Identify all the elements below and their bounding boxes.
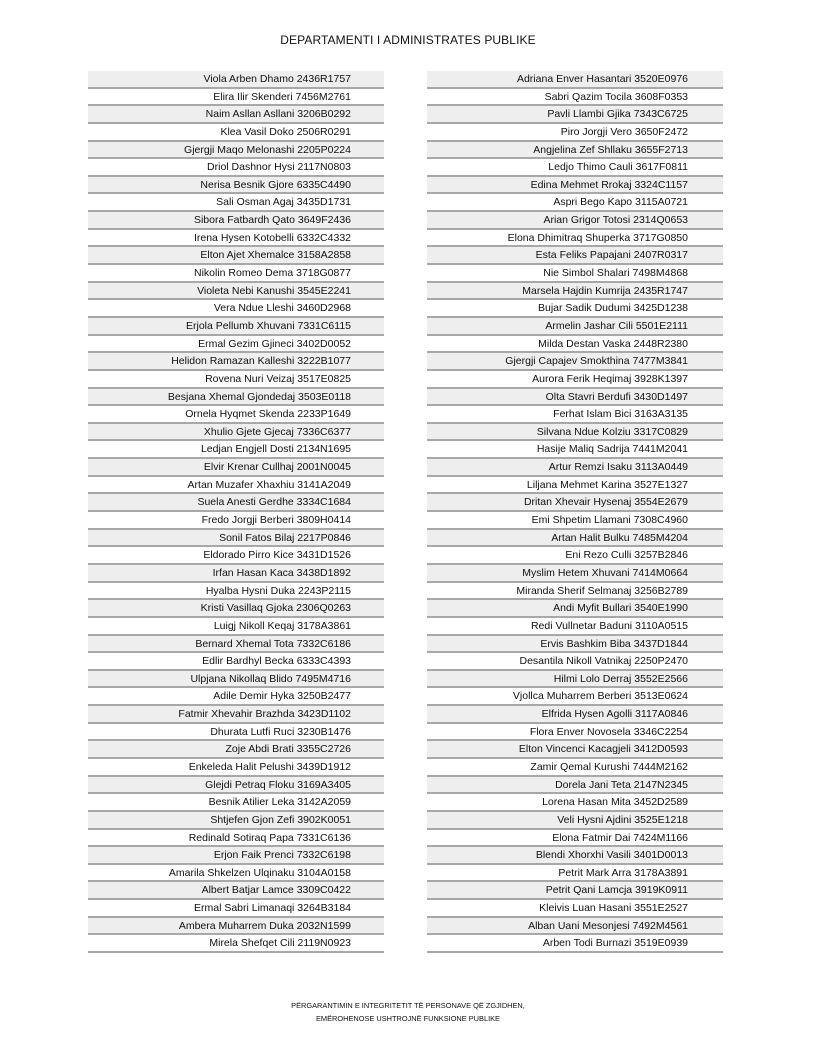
list-item: Arben Todi Burnazi 3519E0939 (427, 935, 723, 953)
list-item: Elton Vincenci Kacagjeli 3412D0593 (427, 741, 723, 759)
list-item: Albert Batjar Lamce 3309C0422 (88, 882, 384, 900)
list-item: Liljana Mehmet Karina 3527E1327 (427, 477, 723, 495)
page-title: DEPARTAMENTI I ADMINISTRATES PUBLIKE (280, 33, 536, 47)
list-item: Fatmir Xhevahir Brazhda 3423D1102 (88, 706, 384, 724)
list-item: Edlir Bardhyl Becka 6333C4393 (88, 653, 384, 671)
list-item: Luigj Nikoll Keqaj 3178A3861 (88, 618, 384, 636)
list-item: Nie Simbol Shalari 7498M4868 (427, 265, 723, 283)
list-item: Vjollca Muharrem Berberi 3513E0624 (427, 688, 723, 706)
list-item: Artur Remzi Isaku 3113A0449 (427, 459, 723, 477)
list-item: Dhurata Lutfi Ruci 3230B1476 (88, 724, 384, 742)
list-item: Viola Arben Dhamo 2436R1757 (88, 71, 384, 89)
list-item: Enkeleda Halit Pelushi 3439D1912 (88, 759, 384, 777)
footer-line-1: PËRGARANTIMIN E INTEGRITETIT TË PERSONAVE QË ZGJIDHEN, (291, 1001, 525, 1010)
list-item: Eldorado Pirro Kice 3431D1526 (88, 547, 384, 565)
list-item: Gjergji Maqo Melonashi 2205P0224 (88, 142, 384, 160)
list-item: Vera Ndue Lleshi 3460D2968 (88, 300, 384, 318)
list-item: Ermal Gezim Gjineci 3402D0052 (88, 336, 384, 354)
list-item: Esta Feliks Papajani 2407R0317 (427, 247, 723, 265)
footer-line-2: EMËROHENOSE USHTROJNË FUNKSIONE PUBLIKE (316, 1014, 500, 1023)
list-item: Shtjefen Gjon Zefi 3902K0051 (88, 812, 384, 830)
list-item: Edina Mehmet Rrokaj 3324C1157 (427, 177, 723, 195)
list-item: Blendi Xhorxhi Vasili 3401D0013 (427, 847, 723, 865)
list-item: Desantila Nikoll Vatnikaj 2250P2470 (427, 653, 723, 671)
list-item: Artan Halit Bulku 7485M4204 (427, 530, 723, 548)
list-item: Lorena Hasan Mita 3452D2589 (427, 794, 723, 812)
list-item: Piro Jorgji Vero 3650F2472 (427, 124, 723, 142)
list-item: Hilmi Lolo Derraj 3552E2566 (427, 671, 723, 689)
list-item: Sabri Qazim Tocila 3608F0353 (427, 89, 723, 107)
name-list-left (88, 71, 384, 953)
list-item: Zamir Qemal Kurushi 7444M2162 (427, 759, 723, 777)
list-item: Fredo Jorgji Berberi 3809H0414 (88, 512, 384, 530)
list-item: Klea Vasil Doko 2506R0291 (88, 124, 384, 142)
list-item: Sonil Fatos Bilaj 2217P0846 (88, 530, 384, 548)
list-item: Alban Uani Mesonjesi 7492M4561 (427, 918, 723, 936)
list-item: Besjana Xhemal Gjondedaj 3503E0118 (88, 389, 384, 407)
list-item: Ervis Bashkim Biba 3437D1844 (427, 636, 723, 654)
list-item: Amarila Shkelzen Ulqinaku 3104A0158 (88, 865, 384, 883)
list-item: Naim Asllan Asllani 3206B0292 (88, 106, 384, 124)
list-item: Arian Grigor Totosi 2314Q0653 (427, 212, 723, 230)
list-item: Sali Osman Agaj 3435D1731 (88, 194, 384, 212)
list-item: Adile Demir Hyka 3250B2477 (88, 688, 384, 706)
list-item: Bernard Xhemal Tota 7332C6186 (88, 636, 384, 654)
list-item: Redinald Sotiraq Papa 7331C6136 (88, 830, 384, 848)
list-item: Erjon Faik Prenci 7332C6198 (88, 847, 384, 865)
list-item: Elona Dhimitraq Shuperka 3717G0850 (427, 230, 723, 248)
list-item: Myslim Hetem Xhuvani 7414M0664 (427, 565, 723, 583)
list-item: Flora Enver Novosela 3346C2254 (427, 724, 723, 742)
list-item: Violeta Nebi Kanushi 3545E2241 (88, 283, 384, 301)
list-item: Miranda Sherif Selmanaj 3256B2789 (427, 583, 723, 601)
list-item: Petrit Qani Lamcja 3919K0911 (427, 882, 723, 900)
list-item: Dritan Xhevair Hysenaj 3554E2679 (427, 494, 723, 512)
list-item: Helidon Ramazan Kalleshi 3222B1077 (88, 353, 384, 371)
list-item: Andi Myfit Bullari 3540E1990 (427, 600, 723, 618)
list-item: Sibora Fatbardh Qato 3649F2436 (88, 212, 384, 230)
list-item: Hyalba Hysni Duka 2243P2115 (88, 583, 384, 601)
footer-note (0, 999, 816, 1025)
list-item: Elton Ajet Xhemalce 3158A2858 (88, 247, 384, 265)
list-item: Irfan Hasan Kaca 3438D1892 (88, 565, 384, 583)
list-item: Kristi Vasillaq Gjoka 2306Q0263 (88, 600, 384, 618)
list-item: Besnik Atilier Leka 3142A2059 (88, 794, 384, 812)
list-item: Elvir Krenar Cullhaj 2001N0045 (88, 459, 384, 477)
list-item: Nikolin Romeo Dema 3718G0877 (88, 265, 384, 283)
list-item: Elira Ilir Skenderi 7456M2761 (88, 89, 384, 107)
list-item: Elona Fatmir Dai 7424M1166 (427, 830, 723, 848)
list-item: Erjola Pellumb Xhuvani 7331C6115 (88, 318, 384, 336)
list-item: Aurora Ferik Heqimaj 3928K1397 (427, 371, 723, 389)
list-item: Hasije Maliq Sadrija 7441M2041 (427, 441, 723, 459)
list-item: Suela Anesti Gerdhe 3334C1684 (88, 494, 384, 512)
list-item: Elfrida Hysen Agolli 3117A0846 (427, 706, 723, 724)
list-item: Adriana Enver Hasantari 3520E0976 (427, 71, 723, 89)
list-item: Aspri Bego Kapo 3115A0721 (427, 194, 723, 212)
list-item: Nerisa Besnik Gjore 6335C4490 (88, 177, 384, 195)
list-item: Rovena Nuri Veizaj 3517E0825 (88, 371, 384, 389)
list-item: Ulpjana Nikollaq Blido 7495M4716 (88, 671, 384, 689)
name-list-right (427, 71, 723, 953)
list-item: Milda Destan Vaska 2448R2380 (427, 336, 723, 354)
list-item: Mirela Shefqet Cili 2119N0923 (88, 935, 384, 953)
list-item: Driol Dashnor Hysi 2117N0803 (88, 159, 384, 177)
list-item: Ferhat Islam Bici 3163A3135 (427, 406, 723, 424)
list-item: Silvana Ndue Kolziu 3317C0829 (427, 424, 723, 442)
list-item: Angjelina Zef Shllaku 3655F2713 (427, 142, 723, 160)
list-item: Emi Shpetim Llamani 7308C4960 (427, 512, 723, 530)
list-item: Kleivis Luan Hasani 3551E2527 (427, 900, 723, 918)
list-item: Veli Hysni Ajdini 3525E1218 (427, 812, 723, 830)
list-item: Glejdi Petraq Floku 3169A3405 (88, 777, 384, 795)
list-item: Dorela Jani Teta 2147N2345 (427, 777, 723, 795)
list-item: Ermal Sabri Limanaqi 3264B3184 (88, 900, 384, 918)
list-item: Artan Muzafer Xhaxhiu 3141A2049 (88, 477, 384, 495)
list-item: Xhulio Gjete Gjecaj 7336C6377 (88, 424, 384, 442)
list-item: Eni Rezo Culli 3257B2846 (427, 547, 723, 565)
list-item: Ledjan Engjell Dosti 2134N1695 (88, 441, 384, 459)
list-item: Zoje Abdi Brati 3355C2726 (88, 741, 384, 759)
list-item: Marsela Hajdin Kumrija 2435R1747 (427, 283, 723, 301)
list-item: Petrit Mark Arra 3178A3891 (427, 865, 723, 883)
list-item: Pavli Llambi Gjika 7343C6725 (427, 106, 723, 124)
list-item: Irena Hysen Kotobelli 6332C4332 (88, 230, 384, 248)
list-item: Ambera Muharrem Duka 2032N1599 (88, 918, 384, 936)
list-item: Ledjo Thimo Cauli 3617F0811 (427, 159, 723, 177)
list-item: Gjergji Capajev Smokthina 7477M3841 (427, 353, 723, 371)
list-item: Ornela Hyqmet Skenda 2233P1649 (88, 406, 384, 424)
list-item: Redi Vullnetar Baduni 3110A0515 (427, 618, 723, 636)
list-item: Bujar Sadik Dudumi 3425D1238 (427, 300, 723, 318)
list-item: Olta Stavri Berdufi 3430D1497 (427, 389, 723, 407)
list-item: Armelin Jashar Cili 5501E2111 (427, 318, 723, 336)
